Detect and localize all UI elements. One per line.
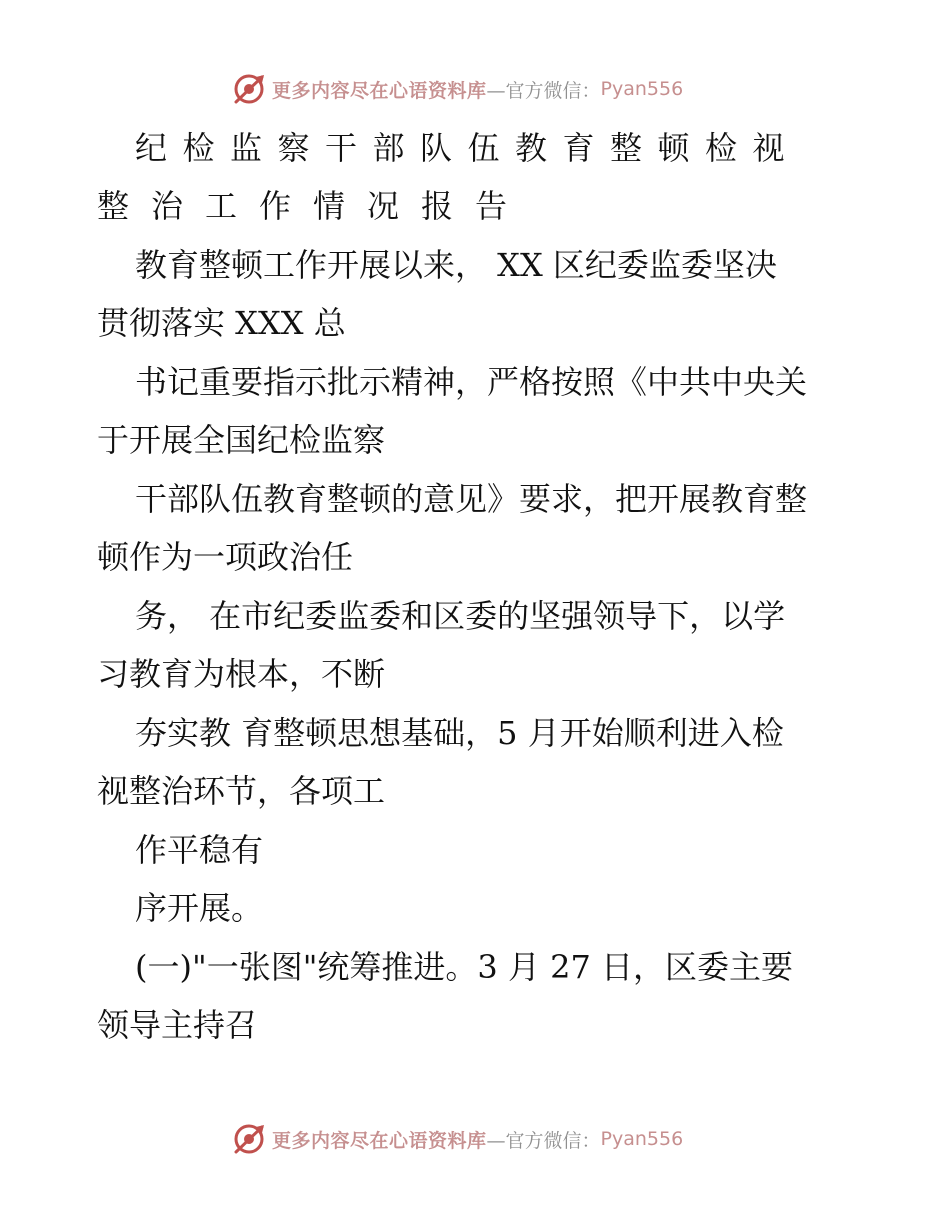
doc-line-14: 序开展。: [135, 889, 264, 927]
doc-line-6: 于开展全国纪检监察: [97, 421, 386, 459]
watermark-label: —官方微信：: [486, 1129, 601, 1152]
doc-line-5: 书记重要指示批示精神，严格按照《中共中央关: [135, 363, 808, 401]
watermark-id: Pyan556: [600, 1128, 684, 1150]
watermark-id: Pyan556: [600, 78, 684, 100]
logo-icon: [232, 1122, 268, 1156]
doc-line-8: 顿作为一项政治任: [97, 538, 354, 576]
doc-line-12: 视整治环节，各项工: [97, 772, 386, 810]
doc-line-15: (一)"一张图"统筹推进。3 月 27 日，区委主要: [135, 948, 794, 986]
watermark-label: —官方微信：: [486, 79, 601, 102]
doc-line-4: 贯彻落实 XXX 总: [97, 304, 346, 342]
doc-line-11: 夯实教 育整顿思想基础，5 月开始顺利进入检: [135, 714, 784, 752]
watermark-text: 更多内容尽在心语资料库: [272, 79, 487, 102]
watermark-footer: [232, 1122, 683, 1156]
watermark-header: [232, 72, 683, 106]
doc-line-13: 作平稳有: [135, 831, 264, 869]
doc-title-line-2: 整治工作情况报告: [97, 187, 530, 225]
doc-line-7: 干部队伍教育整顿的意见》要求，把开展教育整: [135, 480, 808, 518]
doc-line-16: 领导主持召: [97, 1006, 258, 1044]
doc-line-3: 教育整顿工作开展以来， XX 区纪委监委坚决: [135, 246, 777, 284]
doc-line-9: 务， 在市纪委监委和区委的坚强领导下，以学: [135, 597, 786, 635]
doc-title-line-1: 纪检监察干部队伍教育整顿检视: [135, 129, 801, 167]
watermark-text: 更多内容尽在心语资料库: [272, 1129, 487, 1152]
doc-line-10: 习教育为根本，不断: [97, 655, 386, 693]
logo-icon: [232, 72, 268, 106]
